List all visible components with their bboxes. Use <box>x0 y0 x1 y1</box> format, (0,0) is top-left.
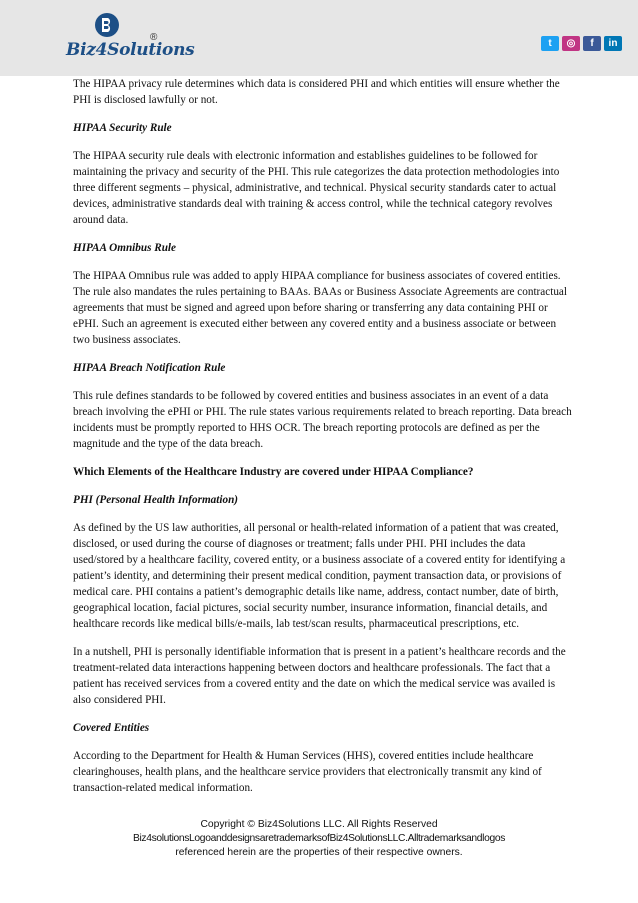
twitter-icon[interactable]: t <box>541 36 559 51</box>
page-footer <box>0 818 638 860</box>
trademark-text-line-1: Biz4solutionsLogoanddesignsaretrademarksofBiz4SolutionsLLC.Alltrademarksandlogos <box>132 833 506 844</box>
phi-heading: PHI (Personal Health Information) <box>73 494 239 506</box>
logo-mark-icon <box>94 12 120 38</box>
phi-paragraph-2: In a nutshell, PHI is personally identifiable information that is present in a patient’s healthcare records and the treatment-related data interactions happening between doctors and healthcare professionals. The fact that a patient has received services from a covered entity and the date on which the medical service was availed is also considered PHI. <box>73 646 566 706</box>
document-body <box>73 76 573 808</box>
security-rule-heading: HIPAA Security Rule <box>73 122 172 134</box>
breach-rule-paragraph: This rule defines standards to be followed by covered entities and business associates in an event of a data breach involving the ePHI or PHI. The rule states various requirements related to breach reporting. Data breach incidents must be promptly reported to HHS OCR. The breach reporting protocols are defined as per the magnitude and the type of the data breach. <box>73 390 572 450</box>
covered-entities-paragraph: According to the Department for Health & Human Services (HHS), covered entities include healthcare clearinghouses, health plans, and the healthcare service providers that electronically transmit any kind of transaction-related medical information. <box>73 750 542 794</box>
facebook-icon[interactable]: f <box>583 36 601 51</box>
phi-paragraph-1: As defined by the US law authorities, all personal or health-related information of a patient that was created, disclosed, or used during the course of diagnoses or treatment; falls under PHI. PHI includes the data used/stored by a healthcare facility, covered entity, or a business associate of a covered entity for identifying a patient’s identity, and determining their present medical condition, payment transaction data, or provisions of medical care. PHI contains a patient’s demographic details like name, address, contact number, date of birth, geographical location, facial pictures, social security number, insurance information, financial details, and healthcare records like medical bills/e-mails, lab test/scan results, pharmaceutical prescriptions, etc. <box>73 522 566 630</box>
instagram-icon[interactable]: ◎ <box>562 36 580 51</box>
page-header <box>0 0 638 76</box>
omnibus-rule-heading: HIPAA Omnibus Rule <box>73 242 176 254</box>
social-links <box>541 36 622 51</box>
breach-rule-heading: HIPAA Breach Notification Rule <box>73 362 226 374</box>
biz4solutions-logo[interactable] <box>62 12 195 68</box>
omnibus-rule-paragraph: The HIPAA Omnibus rule was added to apply HIPAA compliance for business associates of covered entities. The rule also mandates the rules pertaining to BAAs. BAAs or Business Associate Agreements are contractual agreements that must be signed and agreed upon before sharing or transferring any data containing PHI or ePHI. Such an agreement is executed either between any covered entity and a business associate or between two business associates. <box>73 270 567 346</box>
registered-mark: ® <box>150 32 158 43</box>
logo-text: Biz4Solutions <box>66 40 195 60</box>
linkedin-icon[interactable]: in <box>604 36 622 51</box>
security-rule-paragraph: The HIPAA security rule deals with electronic information and establishes guidelines to be followed for maintaining the privacy and security of the PHI. This rule categorizes the data protection methodologies into three different segments – physical, administrative, and technical. Physical security standards cater to actual devices, administrative standards deal with training & access control, while the technical category revolves around data. <box>73 150 560 226</box>
covered-entities-heading: Covered Entities <box>73 722 150 734</box>
trademark-text-line-2: referenced herein are the properties of their respective owners. <box>175 847 463 858</box>
intro-paragraph: The HIPAA privacy rule determines which data is considered PHI and which entities will ensure whether the PHI is disclosed lawfully or not. <box>73 78 560 106</box>
covered-elements-heading: Which Elements of the Healthcare Industry are covered under HIPAA Compliance? <box>73 466 474 478</box>
copyright-text: Copyright © Biz4Solutions LLC. All Rights Reserved <box>200 819 438 830</box>
